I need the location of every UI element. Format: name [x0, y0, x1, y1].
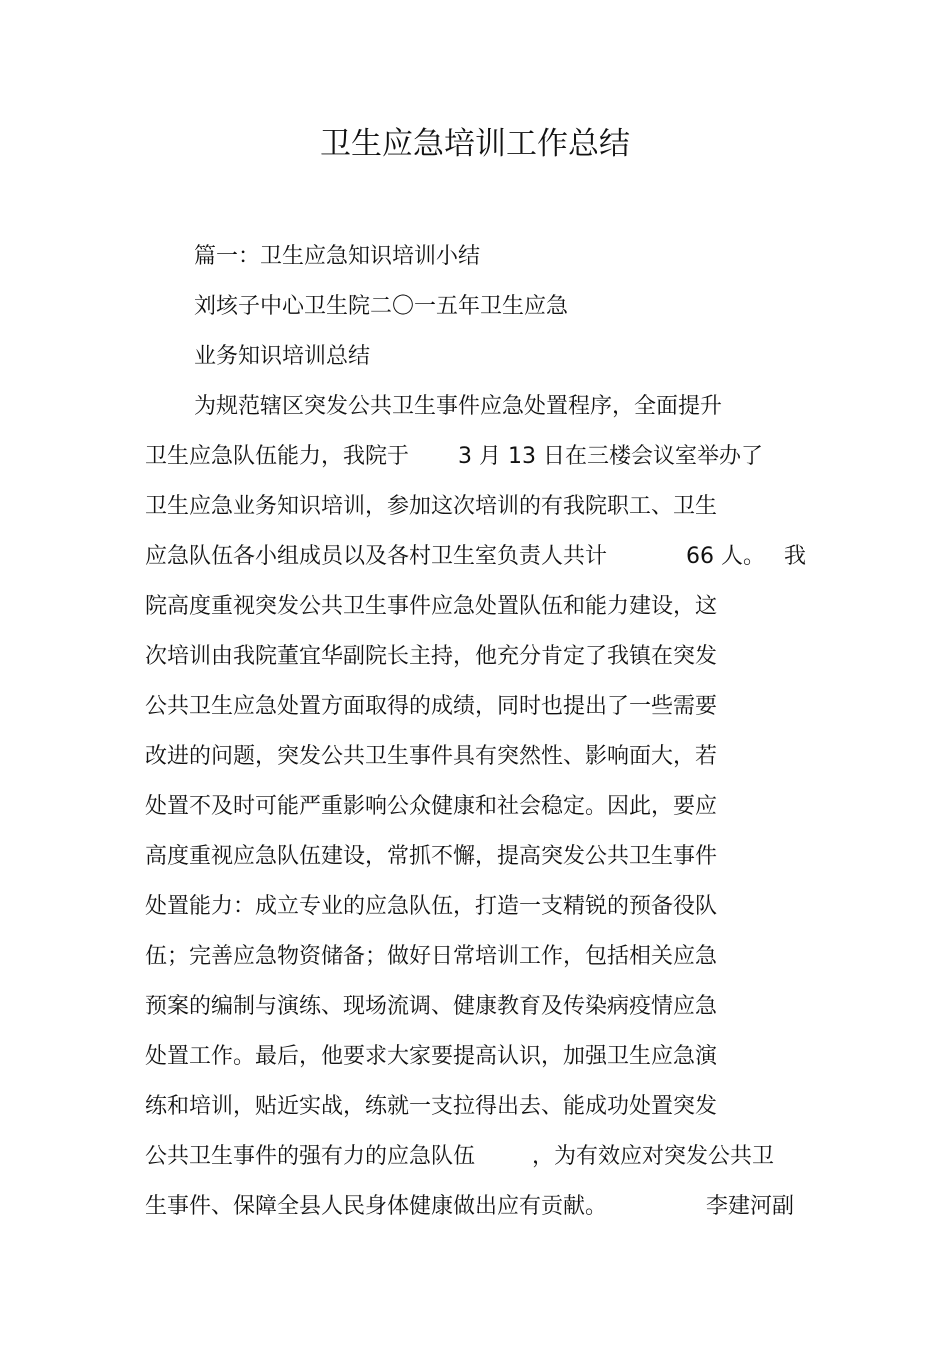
paragraph-line: 应急队伍各小组成员以及各村卫生室负责人共计 [145, 544, 608, 569]
paragraph-line-tail: 李建河副 [706, 1194, 795, 1219]
paragraph-line: 处置不及时可能严重影响公众健康和社会稳定。因此，要应 [145, 794, 718, 819]
subheading-line-2: 业务知识培训总结 [194, 344, 371, 369]
section-heading: 篇一：卫生应急知识培训小结 [194, 244, 481, 269]
paragraph-line: 伍；完善应急物资储备；做好日常培训工作，包括相关应急 [145, 944, 718, 969]
paragraph-line: 预案的编制与演练、现场流调、健康教育及传染病疫情应急 [145, 994, 718, 1019]
paragraph-line: 练和培训，贴近实战，练就一支拉得出去、能成功处置突发 [145, 1094, 718, 1119]
paragraph-line: 院高度重视突发公共卫生事件应急处置队伍和能力建设，这 [145, 594, 718, 619]
paragraph-line: 卫生应急队伍能力，我院于 [145, 444, 410, 469]
paragraph-line: 公共卫生事件的强有力的应急队伍 [145, 1144, 476, 1169]
paragraph-line: 改进的问题，突发公共卫生事件具有突然性、影响面大，若 [145, 744, 718, 769]
paragraph-line: 公共卫生应急处置方面取得的成绩，同时也提出了一些需要 [145, 694, 718, 719]
document-title: 卫生应急培训工作总结 [320, 126, 630, 162]
paragraph-line: 为规范辖区突发公共卫生事件应急处置程序，全面提升 [194, 394, 723, 419]
paragraph-line-tail: 我 [784, 544, 807, 569]
paragraph-line: 卫生应急业务知识培训，参加这次培训的有我院职工、卫生 [145, 494, 718, 519]
paragraph-line: 高度重视应急队伍建设，常抓不懈，提高突发公共卫生事件 [145, 844, 718, 869]
paragraph-line: 生事件、保障全县人民身体健康做出应有贡献。 [145, 1194, 608, 1219]
paragraph-line-continued: ，为有效应对突发公共卫 [532, 1144, 775, 1169]
paragraph-line: 处置工作。最后，他要求大家要提高认识，加强卫生应急演 [145, 1044, 718, 1069]
paragraph-line-date: 3 月 13 日在三楼会议室举办了 [458, 444, 763, 469]
paragraph-line: 处置能力：成立专业的应急队伍，打造一支精锐的预备役队 [145, 894, 718, 919]
paragraph-line: 次培训由我院董宜华副院长主持，他充分肯定了我镇在突发 [145, 644, 718, 669]
subheading-line-1: 刘垓子中心卫生院二〇一五年卫生应急 [194, 294, 569, 319]
paragraph-line-count: 66 人。 [686, 544, 765, 569]
